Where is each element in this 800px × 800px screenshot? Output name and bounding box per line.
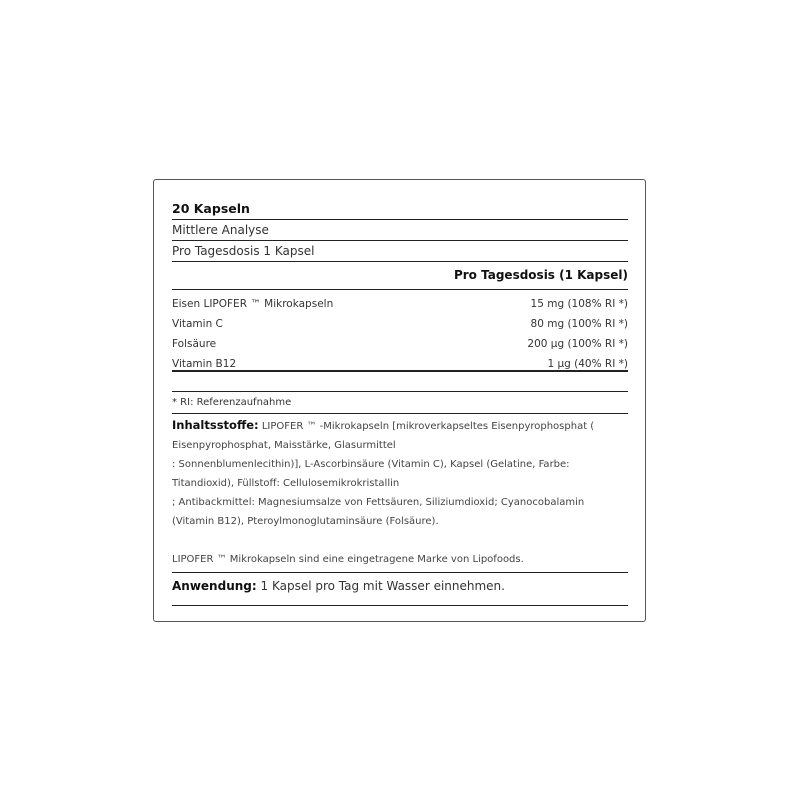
daily-dose-label: Pro Tagesdosis 1 Kapsel [172, 241, 628, 262]
nutrient-value: 80 mg (100% RI *) [530, 318, 628, 330]
ingredients-line: ; Antibackmittel: Magnesiumsalze von Fettsäuren, Siliziumdioxid; Cyanocobalamin [172, 497, 585, 508]
nutrient-value: 200 µg (100% RI *) [527, 338, 628, 350]
product-quantity-title: 20 Kapseln [172, 200, 628, 220]
ingredients-text: LIPOFER ™ -Mikrokapseln [mikroverkapseltes Eisenpyrophosphat ( [261, 421, 595, 432]
nutrient-table [172, 290, 628, 372]
ingredients-line: (Vitamin B12), Pteroylmonoglutaminsäure (Folsäure). [172, 516, 439, 527]
nutrient-row [172, 294, 628, 314]
ingredients-section [172, 414, 628, 573]
nutrient-row [172, 354, 628, 374]
ingredients-line [172, 416, 628, 436]
ri-footnote: * RI: Referenzaufnahme [172, 392, 628, 414]
nutrient-value: 1 µg (40% RI *) [547, 358, 628, 370]
nutrition-label-content [172, 200, 628, 606]
nutrient-name: Vitamin B12 [172, 358, 237, 370]
ingredients-line: Titandioxid), Füllstoff: Cellulosemikrokristallin [172, 478, 400, 489]
ingredients-line: Eisenpyrophosphat, Maisstärke, Glasurmittel [172, 440, 396, 451]
usage-text: 1 Kapsel pro Tag mit Wasser einnehmen. [260, 579, 505, 593]
trademark-note: LIPOFER ™ Mikrokapseln sind eine eingetragene Marke von Lipofoods. [172, 554, 524, 565]
usage-section [172, 573, 628, 606]
nutrient-name: Vitamin C [172, 318, 223, 330]
divider-spacer [172, 372, 628, 392]
nutrient-value: 15 mg (108% RI *) [530, 298, 628, 310]
column-header: Pro Tagesdosis (1 Kapsel) [172, 262, 628, 290]
ingredients-label: Inhaltsstoffe: [172, 418, 259, 432]
usage-label: Anwendung: [172, 579, 257, 593]
nutrient-name: Folsäure [172, 338, 217, 350]
nutrient-row [172, 334, 628, 354]
nutrition-label-panel [153, 179, 646, 622]
ingredients-line: : Sonnenblumenlecithin)], L-Ascorbinsäure (Vitamin C), Kapsel (Gelatine, Farbe: [172, 459, 570, 470]
analysis-label: Mittlere Analyse [172, 220, 628, 241]
nutrient-row [172, 314, 628, 334]
nutrient-name: Eisen LIPOFER ™ Mikrokapseln [172, 298, 334, 310]
